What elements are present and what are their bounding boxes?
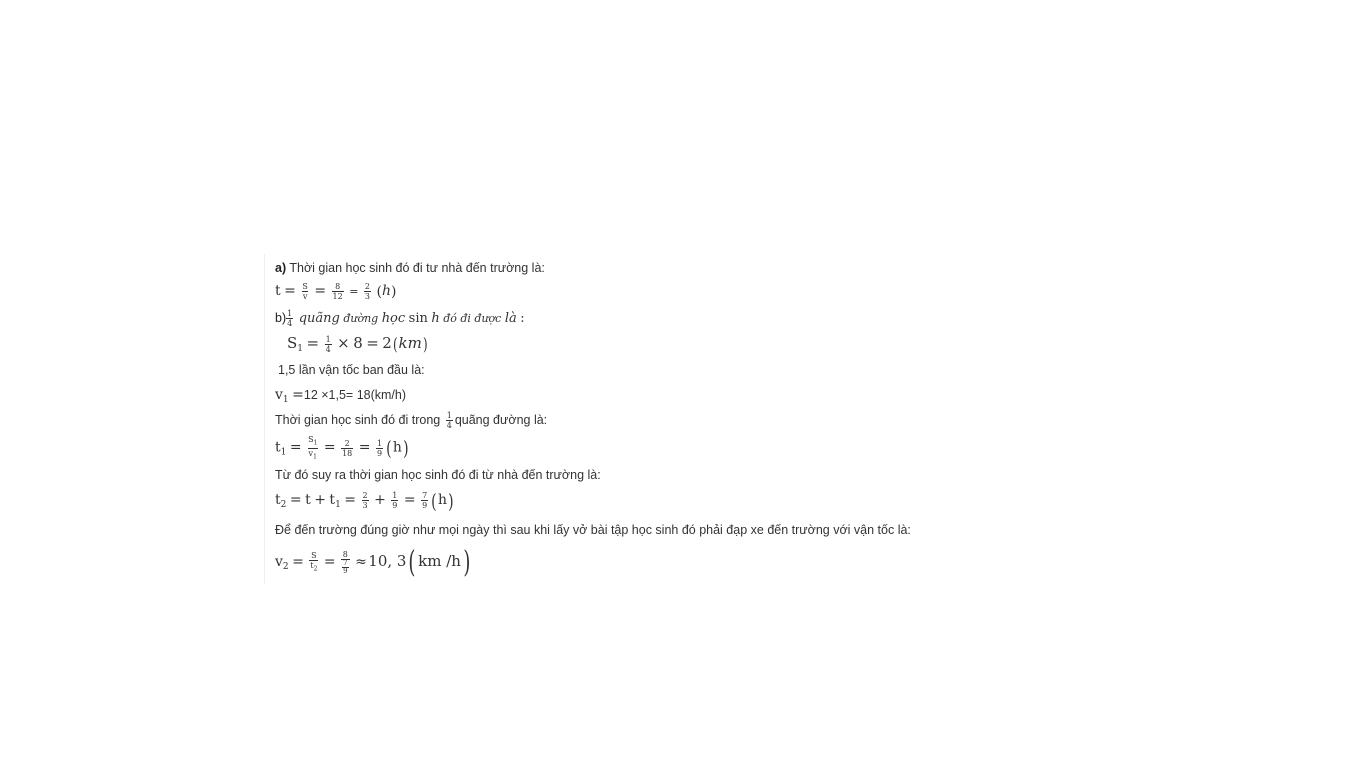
eq-t2-t: t <box>305 491 311 508</box>
fraction-denominator: 9 <box>392 501 398 510</box>
fraction-denominator: 4 <box>325 345 331 355</box>
paren-open: ( <box>386 436 392 461</box>
paren-close: ) <box>448 488 454 513</box>
part-a-heading <box>275 260 545 276</box>
fraction-denominator: 12 <box>332 292 343 301</box>
eq-v2-equals-1: = <box>292 554 304 570</box>
paren-open: ( <box>376 283 382 300</box>
fraction-1-over-9 <box>376 439 383 458</box>
eq-v1-subscript: 1 <box>282 395 289 405</box>
fraction-denominator <box>341 559 349 575</box>
speed-heading: 1,5 lần vận tốc ban đầu là: <box>278 363 425 377</box>
t1-heading <box>275 411 547 430</box>
eq-v1-rest: 12 ×1,5= 18(km/h) <box>303 388 407 402</box>
unit-km-per-h: km /h <box>418 552 461 570</box>
eq-t-equals-1: = <box>284 282 296 299</box>
fraction-2-over-3-b <box>362 491 369 510</box>
fraction-numerator: 7 <box>422 491 428 500</box>
fraction-numerator: 1 <box>287 309 293 318</box>
eq-t2-plus-2: + <box>374 491 386 508</box>
fraction-1-over-4-b <box>325 335 332 354</box>
eq-v2-equals-2: = <box>323 554 336 570</box>
eq-v1-equals: = <box>292 387 304 403</box>
part-a-text: Thời gian học sinh đó đi tư nhà đến trường là: <box>289 261 545 275</box>
fraction-denominator <box>308 448 318 462</box>
fraction-numerator: S <box>311 551 317 561</box>
equation-t2 <box>275 488 455 513</box>
answer-content <box>264 254 965 584</box>
eq-s1-result: 2 <box>382 334 392 352</box>
fraction-2-over-18 <box>341 439 353 458</box>
unit-h: h <box>392 439 402 456</box>
eq-s1-equals-2: = <box>366 334 379 352</box>
equation-v2 <box>275 544 473 580</box>
fraction-denominator: 9 <box>422 501 428 510</box>
part-b-word-quang: quãng <box>298 310 340 326</box>
equation-s1 <box>287 335 428 354</box>
eq-v2-lhs: v <box>275 554 283 570</box>
fraction-denominator: 4 <box>287 319 293 328</box>
num-s: S <box>308 435 314 444</box>
eq-t2-t1-subscript: 1 <box>335 499 341 510</box>
t2-heading: Từ đó suy ra thời gian học sinh đó đi từ nhà đến trường là: <box>275 468 601 482</box>
fraction-1-over-4 <box>286 309 293 328</box>
fraction-denominator: 4 <box>446 421 452 430</box>
den-sub: 2 <box>313 566 318 573</box>
part-a-label: a) <box>275 261 287 275</box>
fraction-1-over-9-b <box>391 491 398 510</box>
fraction-denominator: v <box>302 292 308 301</box>
paren-close: ) <box>422 334 428 355</box>
fraction-s1-over-v1 <box>307 435 318 461</box>
fraction-numerator: 2 <box>362 491 368 500</box>
eq-t2-equals-2: = <box>344 491 357 508</box>
eq-t2-t1: t <box>329 491 336 508</box>
t1-text-post: quãng đường là: <box>454 412 548 427</box>
eq-v1-lhs: v <box>275 387 283 403</box>
unit-km: km <box>398 334 422 352</box>
fraction-1-over-4-c <box>446 411 453 430</box>
inner-fraction-7-over-9 <box>342 560 348 575</box>
eq-t-equals-3: = <box>349 284 359 298</box>
v2-heading: Để đến trường đúng giờ như mọi ngày thì sau khi lấy vở bài tập học sinh đó phải đạp xe đến trường với vận tốc là: <box>275 523 911 537</box>
eq-t1-subscript: 1 <box>280 447 287 458</box>
eq-t2-lhs: t <box>275 491 281 508</box>
part-b-word-hoc: học <box>381 310 406 326</box>
paren-close: ) <box>463 544 471 580</box>
paren-open: ( <box>408 544 416 580</box>
eq-t-equals-2: = <box>314 282 327 299</box>
fraction-s-over-t2 <box>309 551 318 574</box>
t1-text-pre: Thời gian học sinh đó đi trong <box>275 412 441 427</box>
eq-v2-result: 10, 3 <box>368 552 407 570</box>
fraction-numerator <box>307 435 318 448</box>
paren-open: ( <box>392 334 398 355</box>
fraction-numerator: 7 <box>343 559 348 568</box>
eq-s1-equals-1: = <box>306 334 320 352</box>
eq-t1-lhs: t <box>275 439 281 456</box>
fraction-denominator <box>309 560 318 574</box>
eq-t1-equals-3: = <box>358 439 371 456</box>
eq-s1-times: × <box>337 334 350 352</box>
fraction-denominator: 9 <box>376 448 383 458</box>
den-t: t <box>310 561 314 571</box>
part-b-word-la: là <box>504 310 517 326</box>
fraction-7-over-9 <box>421 491 428 510</box>
fraction-numerator: 1 <box>392 491 398 500</box>
fraction-denominator: 18 <box>342 448 353 458</box>
part-b-colon: : <box>520 310 525 326</box>
eq-t2-subscript: 2 <box>280 499 287 510</box>
equation-t <box>275 282 396 301</box>
unit-h: h <box>381 282 391 299</box>
eq-t2-plus-1: + <box>314 491 326 508</box>
den-v: v <box>308 448 314 458</box>
fraction-denominator: 3 <box>364 292 370 301</box>
fraction-8-over-7-9 <box>341 550 349 575</box>
eq-s1-lhs: S <box>287 334 298 352</box>
part-b-word-duong: đường <box>343 311 379 325</box>
fraction-s-over-v <box>301 282 308 301</box>
num-sub: 1 <box>313 439 318 447</box>
equation-v1 <box>275 387 406 403</box>
den-sub: 1 <box>313 453 317 461</box>
part-b-label: b) <box>275 310 287 325</box>
fraction-denominator: 9 <box>343 567 348 576</box>
equation-t1 <box>275 435 410 461</box>
fraction-numerator: 2 <box>344 438 350 448</box>
eq-t1-equals-1: = <box>289 439 302 456</box>
fraction-numerator: 8 <box>342 550 348 560</box>
eq-t1-equals-2: = <box>323 439 336 456</box>
fraction-numerator: S <box>302 282 308 291</box>
part-b-heading <box>275 309 525 328</box>
eq-s1-subscript: 1 <box>297 344 304 354</box>
fraction-numerator: 8 <box>335 282 341 291</box>
fraction-numerator: 2 <box>364 282 370 291</box>
eq-t2-equals-1: = <box>289 491 302 508</box>
fraction-numerator: 1 <box>446 411 452 420</box>
paren-close: ) <box>403 436 409 461</box>
fraction-denominator: 3 <box>362 501 368 510</box>
paren-close: ) <box>390 283 397 300</box>
part-b-words-do-di-duoc: đó đi được <box>443 311 502 325</box>
fraction-numerator: 1 <box>325 335 331 345</box>
fraction-8-over-12 <box>332 282 344 301</box>
unit-h: h <box>438 491 448 508</box>
paren-open: ( <box>431 488 437 513</box>
eq-v2-approx: ≈ <box>355 554 367 570</box>
eq-t-lhs: t <box>275 282 281 299</box>
part-b-word-h: h <box>431 310 440 326</box>
eq-s1-value: 8 <box>353 334 363 352</box>
fraction-numerator: 1 <box>376 438 383 448</box>
part-b-word-sin: sin <box>408 310 428 326</box>
eq-t2-equals-3: = <box>403 491 416 508</box>
fraction-2-over-3 <box>364 282 371 301</box>
eq-v2-subscript: 2 <box>282 562 289 572</box>
